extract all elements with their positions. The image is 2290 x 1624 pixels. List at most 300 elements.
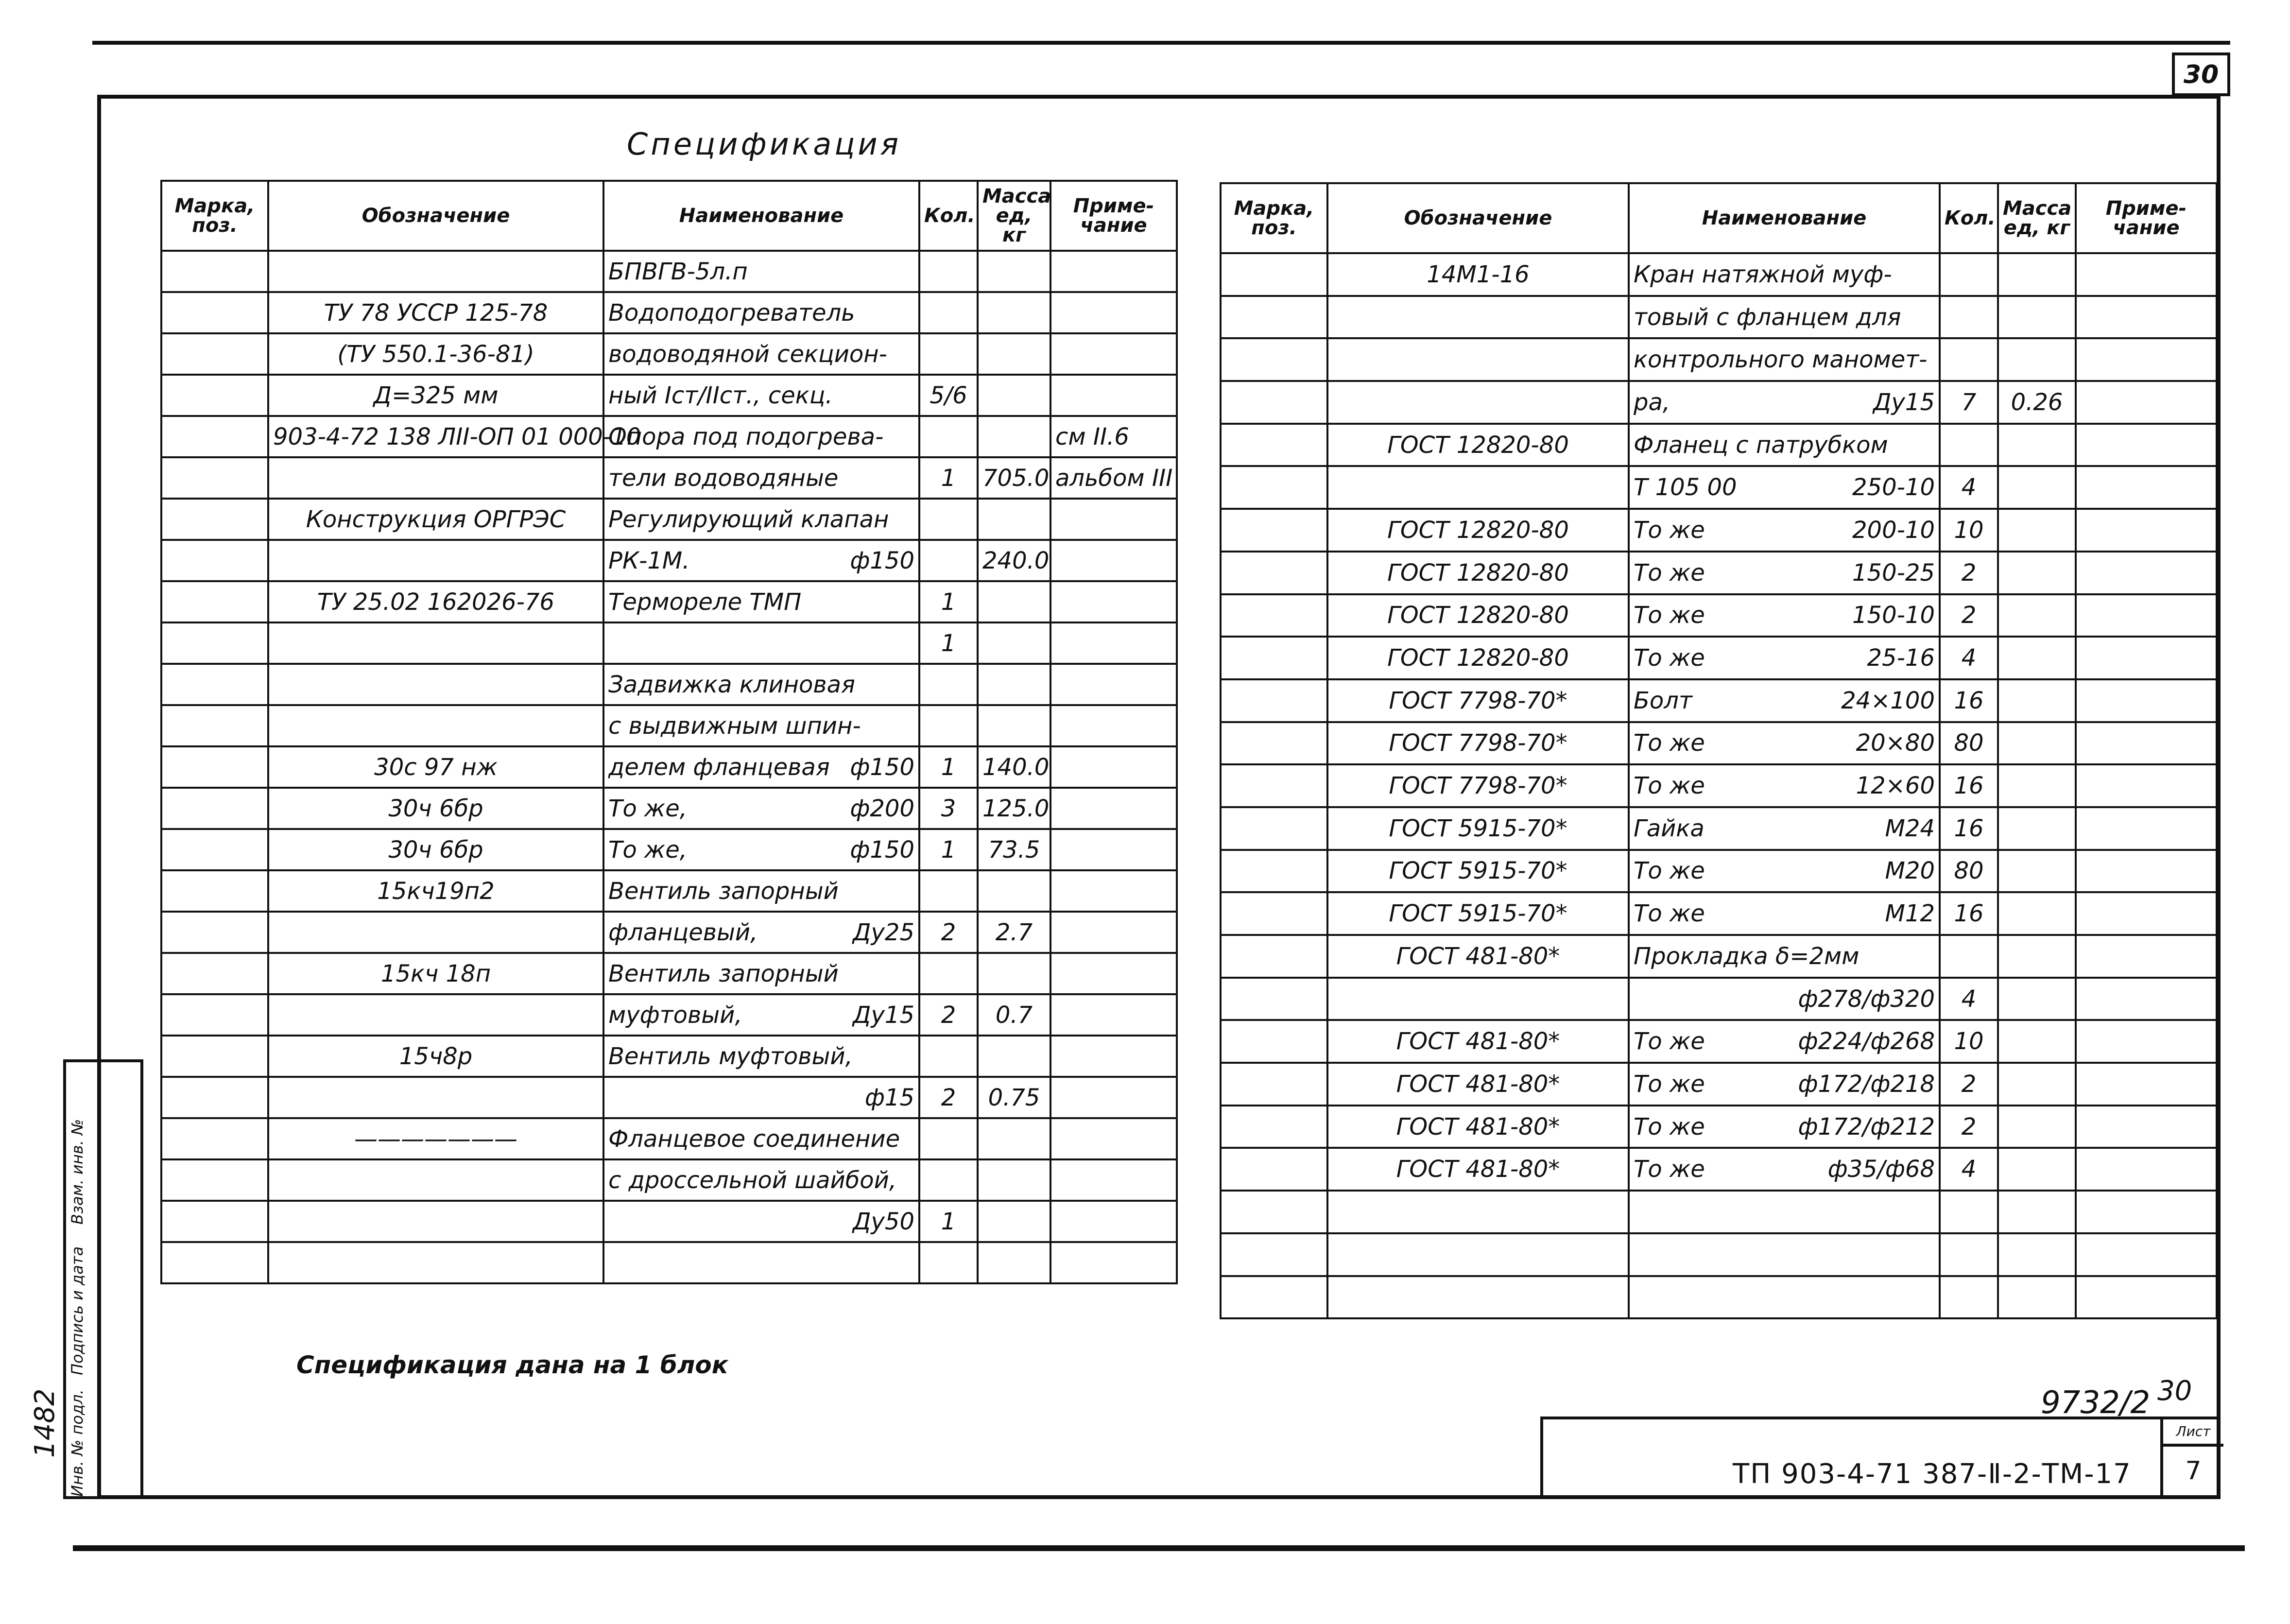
name-main: с дроссельной шайбой,	[608, 1166, 897, 1194]
name-main: То же	[1634, 602, 1705, 629]
cell-name	[603, 333, 919, 375]
cell-note	[1050, 540, 1177, 581]
header-note: Приме- чание	[1050, 181, 1177, 251]
stamp-code: ТП 903-4-71 387-Ⅱ-2-ТМ-17	[1733, 1458, 2132, 1490]
table-row	[161, 292, 1177, 333]
cell-mass: 2.7	[978, 912, 1050, 953]
table-row	[161, 1118, 1177, 1159]
table-row	[1221, 1191, 2217, 1233]
table-row	[161, 1201, 1177, 1242]
cell-mark	[1221, 1233, 1327, 1276]
cell-qty	[919, 1242, 978, 1283]
cell-mass	[978, 499, 1050, 540]
cell-name	[603, 1118, 919, 1159]
header-qty: Кол.	[919, 181, 978, 251]
cell-mark	[161, 664, 268, 705]
cell-note	[2076, 424, 2217, 466]
cell-name	[1629, 1233, 1940, 1276]
cell-qty: 1	[919, 457, 978, 499]
name-param: 150-10	[1852, 602, 1935, 629]
cell-mass	[978, 953, 1050, 994]
table-row	[161, 540, 1177, 581]
cell-mass	[1998, 892, 2076, 935]
cell-mark	[1221, 679, 1327, 722]
table-row	[161, 1159, 1177, 1201]
header-mark: Марка, поз.	[161, 181, 268, 251]
cell-qty: 16	[1940, 764, 1998, 807]
cell-name	[1629, 338, 1940, 381]
table-row	[1221, 1233, 2217, 1276]
doc-number-sheet: 30	[2157, 1375, 2192, 1407]
cell-mass	[978, 870, 1050, 912]
doc-number: 9732/2	[2041, 1385, 2151, 1421]
cell-note	[1050, 953, 1177, 994]
name-main: с выдвижным шпин-	[608, 712, 861, 740]
table-row	[1221, 1020, 2217, 1063]
cell-qty	[919, 953, 978, 994]
name-wrap	[608, 1127, 914, 1151]
cell-note	[2076, 1106, 2217, 1148]
name-wrap	[608, 1210, 914, 1233]
name-wrap	[608, 962, 914, 985]
cell-qty: 4	[1940, 637, 1998, 679]
cell-mass	[1998, 850, 2076, 893]
cell-designation: ГОСТ 481-80*	[1327, 1020, 1629, 1063]
cell-name	[603, 1242, 919, 1283]
name-main: муфтовый,	[608, 1001, 742, 1029]
cell-mark	[1221, 1063, 1327, 1106]
cell-designation: Д=325 мм	[268, 375, 603, 416]
table-row	[1221, 935, 2217, 978]
name-wrap	[608, 340, 914, 368]
name-main: То же	[1634, 644, 1705, 672]
cell-note	[1050, 788, 1177, 829]
name-main: Прокладка δ=2мм	[1634, 942, 1860, 970]
name-param: 150-25	[1852, 559, 1935, 587]
cell-note	[1050, 829, 1177, 870]
cell-qty	[1940, 935, 1998, 978]
cell-qty	[1940, 296, 1998, 339]
cell-mass	[1998, 1148, 2076, 1191]
cell-mark	[1221, 722, 1327, 765]
cell-name	[1629, 253, 1940, 296]
table-row	[161, 1077, 1177, 1118]
cell-qty	[919, 1036, 978, 1077]
name-main: товый с фланцем для	[1634, 303, 1901, 331]
cell-designation	[1327, 338, 1629, 381]
name-main: Опора под подогрева-	[608, 423, 884, 450]
cell-mark	[161, 251, 268, 292]
cell-name	[603, 912, 919, 953]
cell-mark	[161, 1201, 268, 1242]
name-wrap	[608, 714, 914, 738]
cell-note: альбом III	[1050, 457, 1177, 499]
name-main: То же	[1634, 900, 1705, 928]
cell-note	[1050, 912, 1177, 953]
name-wrap	[1634, 476, 1935, 499]
cell-mark	[161, 705, 268, 746]
cell-note	[2076, 1148, 2217, 1191]
name-wrap	[1634, 604, 1935, 627]
cell-qty	[919, 870, 978, 912]
table-row	[161, 457, 1177, 499]
cell-name	[603, 499, 919, 540]
table-row	[161, 994, 1177, 1036]
name-wrap	[1634, 814, 1935, 842]
table-row	[1221, 722, 2217, 765]
cell-note	[1050, 1077, 1177, 1118]
table-row	[1221, 552, 2217, 594]
top-rule	[92, 41, 2230, 45]
cell-mass	[1998, 253, 2076, 296]
table-row	[1221, 253, 2217, 296]
name-wrap	[608, 918, 914, 946]
cell-mark	[1221, 1276, 1327, 1319]
cell-mark	[1221, 1148, 1327, 1191]
name-wrap	[1634, 260, 1935, 288]
name-wrap	[1634, 857, 1935, 885]
cell-note	[2076, 509, 2217, 552]
cell-mark	[1221, 892, 1327, 935]
cell-note	[2076, 381, 2217, 424]
cell-name	[603, 746, 919, 788]
cell-mark	[161, 1036, 268, 1077]
name-param: ф150	[850, 547, 914, 574]
name-param: 250-10	[1852, 474, 1935, 501]
name-wrap	[608, 381, 914, 409]
cell-mark	[161, 746, 268, 788]
cell-mass	[978, 1118, 1050, 1159]
name-wrap	[1634, 731, 1935, 755]
cell-note	[2076, 1276, 2217, 1319]
cell-mark	[161, 292, 268, 333]
cell-note	[1050, 1159, 1177, 1201]
name-wrap	[608, 838, 914, 862]
bottom-rule	[73, 1545, 2245, 1551]
cell-note	[2076, 594, 2217, 637]
cell-mark	[1221, 850, 1327, 893]
name-wrap	[1634, 518, 1935, 542]
name-wrap	[1634, 689, 1935, 712]
cell-mass	[978, 622, 1050, 664]
name-main: То же	[1634, 559, 1705, 587]
cell-mark	[161, 1118, 268, 1159]
name-main: Вентиль запорный	[608, 877, 839, 905]
cell-qty: 2	[1940, 1063, 1998, 1106]
cell-note	[1050, 292, 1177, 333]
name-wrap	[1634, 388, 1935, 416]
name-wrap	[1634, 433, 1935, 457]
table-row	[1221, 296, 2217, 339]
table-row	[1221, 381, 2217, 424]
cell-qty: 3	[919, 788, 978, 829]
name-main: То же	[1634, 729, 1705, 757]
cell-note	[2076, 1233, 2217, 1276]
cell-mark	[161, 870, 268, 912]
cell-qty	[919, 416, 978, 457]
cell-note	[2076, 1020, 2217, 1063]
cell-qty: 16	[1940, 892, 1998, 935]
cell-qty: 7	[1940, 381, 1998, 424]
cell-name	[603, 1077, 919, 1118]
table-row	[161, 870, 1177, 912]
cell-mass	[978, 251, 1050, 292]
name-wrap	[1634, 987, 1935, 1011]
cell-mass	[1998, 338, 2076, 381]
cell-mass: 0.7	[978, 994, 1050, 1036]
table-row	[161, 375, 1177, 416]
table-row	[1221, 1276, 2217, 1319]
cell-name	[603, 251, 919, 292]
cell-name	[1629, 1191, 1940, 1233]
cell-designation: ГОСТ 7798-70*	[1327, 679, 1629, 722]
cell-mass	[1998, 1063, 2076, 1106]
name-wrap	[1634, 772, 1935, 800]
cell-designation: ———————	[268, 1118, 603, 1159]
cell-mark	[161, 540, 268, 581]
cell-note: см II.6	[1050, 416, 1177, 457]
cell-qty	[919, 664, 978, 705]
cell-note	[2076, 764, 2217, 807]
cell-name	[603, 664, 919, 705]
cell-note	[2076, 807, 2217, 850]
title-block	[1540, 1417, 2221, 1499]
header-row	[1221, 183, 2217, 253]
name-main: тели водоводяные	[608, 464, 839, 492]
cell-mass: 73.5	[978, 829, 1050, 870]
name-param: 12×60	[1856, 772, 1935, 800]
header-mark: Марка, поз.	[1221, 183, 1327, 253]
cell-qty: 1	[919, 829, 978, 870]
name-wrap	[608, 590, 914, 614]
cell-mass: 240.0	[978, 540, 1050, 581]
name-param: ф172/ф212	[1798, 1113, 1935, 1140]
side-label-sign: Подпись и дата	[68, 1246, 86, 1375]
cell-note	[1050, 1118, 1177, 1159]
cell-note	[2076, 466, 2217, 509]
cell-mark	[161, 1242, 268, 1283]
cell-qty: 1	[919, 746, 978, 788]
table-row	[1221, 1106, 2217, 1148]
cell-designation: ГОСТ 481-80*	[1327, 935, 1629, 978]
header-qty: Кол.	[1940, 183, 1998, 253]
cell-mass	[1998, 466, 2076, 509]
cell-mark	[161, 499, 268, 540]
cell-designation: ГОСТ 5915-70*	[1327, 807, 1629, 850]
cell-mark	[161, 581, 268, 622]
table-row	[1221, 1063, 2217, 1106]
name-main: То же	[1634, 1156, 1705, 1183]
cell-mark	[161, 788, 268, 829]
cell-note	[2076, 296, 2217, 339]
cell-designation: 15кч 18п	[268, 953, 603, 994]
cell-qty	[919, 1159, 978, 1201]
cell-note	[1050, 1036, 1177, 1077]
cell-name	[1629, 594, 1940, 637]
cell-qty: 4	[1940, 1148, 1998, 1191]
name-param: ф224/ф268	[1798, 1028, 1935, 1055]
name-param: ф35/ф68	[1827, 1156, 1935, 1183]
cell-mass: 125.0	[978, 788, 1050, 829]
header-designation: Обозначение	[1327, 183, 1629, 253]
name-wrap	[1634, 1115, 1935, 1139]
cell-note	[2076, 679, 2217, 722]
cell-mark	[1221, 594, 1327, 637]
cell-mass	[1998, 764, 2076, 807]
cell-qty	[919, 1118, 978, 1159]
cell-designation: ГОСТ 5915-70*	[1327, 850, 1629, 893]
page-number: 30	[2183, 60, 2219, 89]
cell-mass	[1998, 424, 2076, 466]
cell-mark	[1221, 637, 1327, 679]
name-main: ра,	[1634, 388, 1670, 416]
cell-mark	[161, 416, 268, 457]
cell-designation	[1327, 381, 1629, 424]
side-label-replace: Взам. инв. №	[68, 1119, 86, 1225]
cell-designation: ГОСТ 7798-70*	[1327, 764, 1629, 807]
cell-designation: 15ч8р	[268, 1036, 603, 1077]
cell-name	[603, 1201, 919, 1242]
cell-name	[603, 622, 919, 664]
header-designation: Обозначение	[268, 181, 603, 251]
cell-qty: 2	[1940, 552, 1998, 594]
name-main: Термореле ТМП	[608, 588, 802, 616]
cell-mark	[1221, 935, 1327, 978]
cell-designation	[1327, 978, 1629, 1020]
cell-mass	[1998, 1020, 2076, 1063]
name-main: делем фланцевая	[608, 753, 830, 781]
name-main: То же	[1634, 1070, 1705, 1098]
cell-note	[1050, 499, 1177, 540]
cell-designation	[268, 622, 603, 664]
name-main: РК-1М.	[608, 547, 690, 574]
stamp-sheet-cell	[2160, 1419, 2223, 1499]
name-main: Фланец с патрубком	[1634, 431, 1888, 459]
name-wrap	[1634, 346, 1935, 374]
cell-designation	[1327, 296, 1629, 339]
name-param: ф278/ф320	[1798, 985, 1935, 1013]
cell-mass	[1998, 594, 2076, 637]
name-main: Вентиль муфтовый,	[608, 1042, 853, 1070]
cell-name	[1629, 1148, 1940, 1191]
cell-designation: ГОСТ 481-80*	[1327, 1148, 1629, 1191]
name-wrap	[1634, 303, 1935, 331]
cell-note	[2076, 935, 2217, 978]
cell-mark	[1221, 296, 1327, 339]
table-row	[161, 416, 1177, 457]
name-main: контрольного маномет-	[1634, 346, 1928, 374]
cell-qty: 5/6	[919, 375, 978, 416]
cell-note	[1050, 994, 1177, 1036]
name-main: Задвижка клиновая	[608, 671, 855, 698]
cell-qty: 2	[919, 1077, 978, 1118]
cell-note	[2076, 552, 2217, 594]
name-main: БПВГВ-5л.п	[608, 258, 748, 285]
cell-name	[1629, 722, 1940, 765]
cell-note	[2076, 892, 2217, 935]
cell-qty: 2	[919, 994, 978, 1036]
cell-mark	[1221, 1191, 1327, 1233]
cell-name	[603, 1159, 919, 1201]
cell-note	[1050, 622, 1177, 664]
cell-designation: 30ч 6бр	[268, 788, 603, 829]
cell-mass: 140.0	[978, 746, 1050, 788]
cell-qty: 10	[1940, 509, 1998, 552]
name-wrap	[608, 877, 914, 905]
cell-note	[1050, 1242, 1177, 1283]
cell-mass	[978, 375, 1050, 416]
cell-name	[1629, 935, 1940, 978]
cell-mass	[1998, 296, 2076, 339]
cell-mass	[978, 664, 1050, 705]
cell-designation	[1327, 1191, 1629, 1233]
cell-name	[1629, 296, 1940, 339]
table-row	[161, 912, 1177, 953]
cell-designation: (ТУ 550.1-36-81)	[268, 333, 603, 375]
name-param: ф15	[864, 1084, 914, 1111]
cell-mass	[1998, 722, 2076, 765]
cell-mass	[1998, 637, 2076, 679]
table-row	[161, 829, 1177, 870]
name-main: Водоподогреватель	[608, 299, 855, 327]
cell-mark	[1221, 509, 1327, 552]
name-main: То же,	[608, 795, 687, 822]
table-row	[161, 788, 1177, 829]
cell-mark	[1221, 381, 1327, 424]
table-row	[161, 251, 1177, 292]
cell-designation: 15кч19п2	[268, 870, 603, 912]
name-param: 20×80	[1856, 729, 1935, 757]
header-mass: Масса ед, кг	[978, 181, 1050, 251]
cell-mass	[1998, 552, 2076, 594]
cell-designation: 14М1-16	[1327, 253, 1629, 296]
name-param: М24	[1885, 814, 1935, 842]
cell-name	[1629, 381, 1940, 424]
cell-note	[2076, 338, 2217, 381]
name-wrap	[608, 301, 914, 325]
cell-name	[1629, 466, 1940, 509]
cell-designation: ГОСТ 5915-70*	[1327, 892, 1629, 935]
name-param: 200-10	[1852, 516, 1935, 544]
cell-name	[603, 705, 919, 746]
cell-mass: 0.75	[978, 1077, 1050, 1118]
stamp-sheet-label: Лист	[2163, 1419, 2223, 1447]
name-wrap	[1634, 900, 1935, 928]
table-row	[161, 622, 1177, 664]
cell-mark	[161, 912, 268, 953]
cell-designation: 903-4-72 138 ЛII-ОП 01 000-10	[268, 416, 603, 457]
cell-note	[2076, 850, 2217, 893]
name-wrap	[608, 673, 914, 696]
table-row	[161, 499, 1177, 540]
cell-designation	[268, 1159, 603, 1201]
cell-mass	[1998, 978, 2076, 1020]
cell-mass	[978, 705, 1050, 746]
name-wrap	[1634, 646, 1935, 670]
cell-qty: 1	[919, 581, 978, 622]
cell-designation: ГОСТ 12820-80	[1327, 552, 1629, 594]
cell-mark	[161, 829, 268, 870]
cell-mark	[1221, 1020, 1327, 1063]
spec-note: Спецификация дана на 1 блок	[296, 1351, 728, 1379]
name-wrap	[1634, 1158, 1935, 1181]
cell-name	[603, 953, 919, 994]
cell-mark	[161, 375, 268, 416]
name-param: Ду25	[853, 918, 914, 946]
name-main: Фланцевое соединение	[608, 1125, 900, 1153]
cell-note	[1050, 581, 1177, 622]
cell-qty	[919, 333, 978, 375]
